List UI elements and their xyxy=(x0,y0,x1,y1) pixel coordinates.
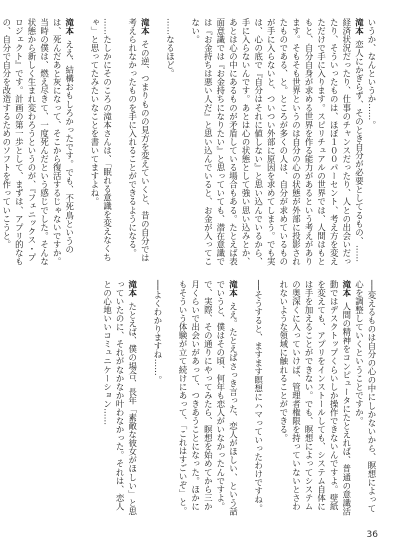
paragraph-text: ええ、結構おもしろかったです。でも、不死鳥というのは、死んだあと灰になって、そこから復活するじゃないですか。当時の僕は、燃え尽きて、一度死んだという感じでした。そんな状態から新しく生まれ変わろうというのが、『フェニックス・プロジェクト』です。計画の第一歩として、まずは、アプリ的なもの、自分で自分を改造するためのソフトを作っていこうと。 xyxy=(1,18,75,266)
paragraph xyxy=(177,280,240,516)
paragraph-text: ──変えるものは自分の心の中にしかないから、瞑想によって心を調整していくということですか。 xyxy=(354,280,377,513)
speaker-label: 滝本 xyxy=(127,280,138,298)
paragraph-text: 恋人にかぎらず、そのとき自分が必要としてるもの、……経済状況だったり、仕事のチャンスだったり、人との出会いだったり、そういったものは、ほぼ１００パーセント、考え方を変えただけで手に入ります。スピリチュアルの世界では、人間はもともと、自分自身が求める世界を作る能力があるという考えがあります。そもそも世界というのは自分の心の状態が外部に投影されたものである、と。ところが多くの人は、自分が求めているものが手に入らないと、ついつい外部に原因を求めてしまう。でも実は、心の底で『自分はそれに値しない』と思い込んでいるから、手に入らないんです。あとは心の状態として強い思い込みとか、あとは心の中にあるものが矛盾している場合もある。たとえば表面意識では『お金持ちになりたい』と思っていても、潜在意識では『お金持ちは悪い人だ』と思い込んでいると、お金が入ってこない。 xyxy=(190,18,365,266)
upper-text-block xyxy=(1,18,378,268)
paragraph xyxy=(151,280,164,516)
paragraph-text: ええ。たとえばさっき言った、恋人がほしい、という話でいうと、僕はその頃、何年も恋人がいなかったんですよ。で、実際、その通りにやってみたら、瞑想を始めてから三か月くらいで出会いがあって、つきあうことになった。ほかにもそういう体験が立て続けにあって、「これはすごいぞ」と。 xyxy=(178,280,239,516)
paragraph xyxy=(164,18,177,268)
paragraph-text: ……たしかにそのころの滝本さんは、「眠れる意識を変えなくちゃ」と思ってたみたいなことを書いてますよね。 xyxy=(89,18,113,262)
page-number: 36 xyxy=(366,530,378,540)
paragraph xyxy=(353,280,378,516)
speaker-label: 滝本 xyxy=(64,18,75,36)
paragraph-text: その逆、つまりものの見方を変えていくと、昔の自分では考えられなかったものを手に入れることができるようになる。 xyxy=(127,18,151,263)
paragraph xyxy=(277,280,353,516)
speaker-label: 滝本 xyxy=(341,280,352,298)
paragraph-text: 人間の精神をコンピュータにたとえれば、普通の意識活動ではデスクトップくらいしか操作できないんですよ。壁紙を変えても、アプリをインストールしても、システム自体には手を加えることができない。でも、瞑想によってシステムの奥深くに入っていけば、管理者権限を持っていないとさわれないような領域に触れることができる。 xyxy=(278,280,352,516)
paragraph xyxy=(126,18,151,268)
paragraph-text: ……なるほど。 xyxy=(165,18,176,78)
paragraph-text: ──そうすると、ますます瞑想にハマっていったわけですね。 xyxy=(253,280,264,513)
paragraph-text: たとえば、僕の場合、長年「素敵な彼女がほしい」と思っていたのに、それがなかなか叶わなかった。それは、恋人との心地いいコミュニケーション…… xyxy=(102,280,138,516)
paragraph xyxy=(252,280,265,516)
speaker-label: 滝本 xyxy=(354,18,365,36)
speaker-label: 滝本 xyxy=(140,18,151,36)
paragraph xyxy=(101,280,139,516)
paragraph xyxy=(189,18,365,268)
paragraph xyxy=(88,18,113,268)
paragraph xyxy=(365,18,378,268)
paragraph-text: いうか、なんというか……。 xyxy=(367,18,377,129)
speaker-label: 滝本 xyxy=(228,280,239,298)
paragraph xyxy=(0,18,76,268)
paragraph-text: ──よくわかりますね……。 xyxy=(152,280,163,385)
lower-text-block xyxy=(32,280,378,516)
